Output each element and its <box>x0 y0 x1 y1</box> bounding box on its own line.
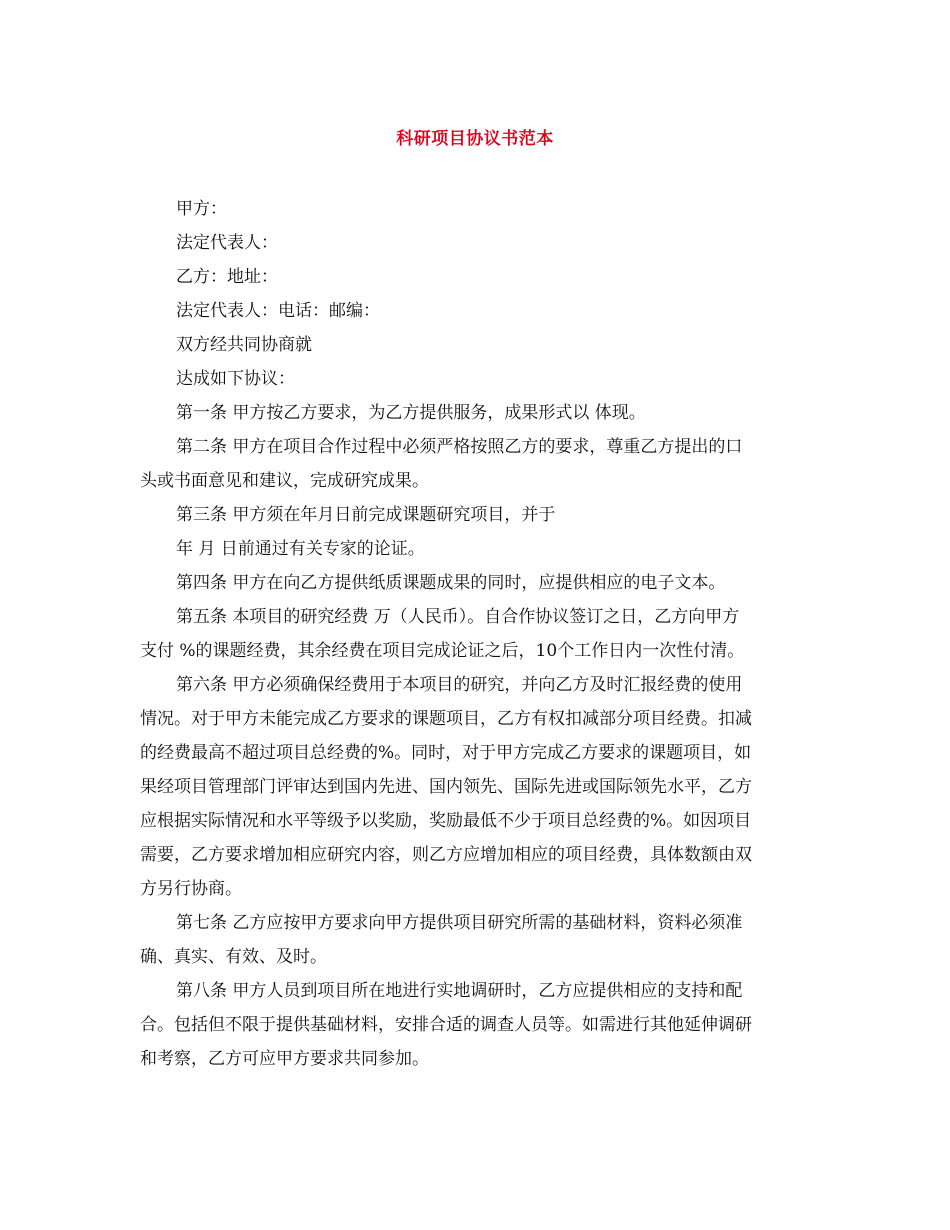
text-line: 需要，乙方要求增加相应研究内容，则乙方应增加相应的项目经费，具体数额由双 <box>140 845 752 865</box>
text-line: 应根据实际情况和水平等级予以奖励，奖励最低不少于项目总经费的%。如因项目 <box>140 811 752 831</box>
text-line: 第八条 甲方人员到项目所在地进行实地调研时，乙方应提供相应的支持和配 <box>176 981 743 1001</box>
text-line: 乙方：地址： <box>176 267 278 287</box>
text-line: 双方经共同协商就 <box>176 335 312 355</box>
text-line: 第五条 本项目的研究经费 万（人民币）。自合作协议签订之日，乙方向甲方 <box>176 607 740 627</box>
text-line: 方另行协商。 <box>140 879 242 899</box>
text-line: 达成如下协议： <box>176 369 295 389</box>
document-body <box>140 192 812 1076</box>
text-line: 情况。对于甲方未能完成乙方要求的课题项目，乙方有权扣减部分项目经费。扣减 <box>140 709 752 729</box>
text-line: 确、真实、有效、及时。 <box>140 947 327 967</box>
document-title: 科研项目协议书范本 <box>396 129 554 149</box>
text-line: 甲方： <box>176 199 227 219</box>
text-line: 头或书面意见和建议，完成研究成果。 <box>140 471 429 491</box>
text-line: 年 月 日前通过有关专家的论证。 <box>176 539 425 559</box>
text-line: 第二条 甲方在项目合作过程中必须严格按照乙方的要求，尊重乙方提出的口 <box>176 437 743 457</box>
text-line: 第六条 甲方必须确保经费用于本项目的研究，并向乙方及时汇报经费的使用 <box>176 675 743 695</box>
text-line: 第一条 甲方按乙方要求，为乙方提供服务，成果形式以 体现。 <box>176 403 646 423</box>
text-line: 法定代表人：电话：邮编： <box>176 301 380 321</box>
text-line: 的经费最高不超过项目总经费的%。同时，对于甲方完成乙方要求的课题项目，如 <box>140 743 752 763</box>
text-line: 第七条 乙方应按甲方要求向甲方提供项目研究所需的基础材料，资料必须准 <box>176 913 743 933</box>
text-line: 和考察，乙方可应甲方要求共同参加。 <box>140 1049 429 1069</box>
text-line: 法定代表人： <box>176 233 278 253</box>
text-line: 支付 %的课题经费，其余经费在项目完成论证之后，10个工作日内一次性付清。 <box>140 641 745 661</box>
text-line: 合。包括但不限于提供基础材料，安排合适的调查人员等。如需进行其他延伸调研 <box>140 1015 752 1035</box>
text-line: 果经项目管理部门评审达到国内先进、国内领先、国际先进或国际领先水平，乙方 <box>140 777 752 797</box>
text-line: 第三条 甲方须在年月日前完成课题研究项目，并于 <box>176 505 556 525</box>
text-line: 第四条 甲方在向乙方提供纸质课题成果的同时，应提供相应的电子文本。 <box>176 573 726 593</box>
